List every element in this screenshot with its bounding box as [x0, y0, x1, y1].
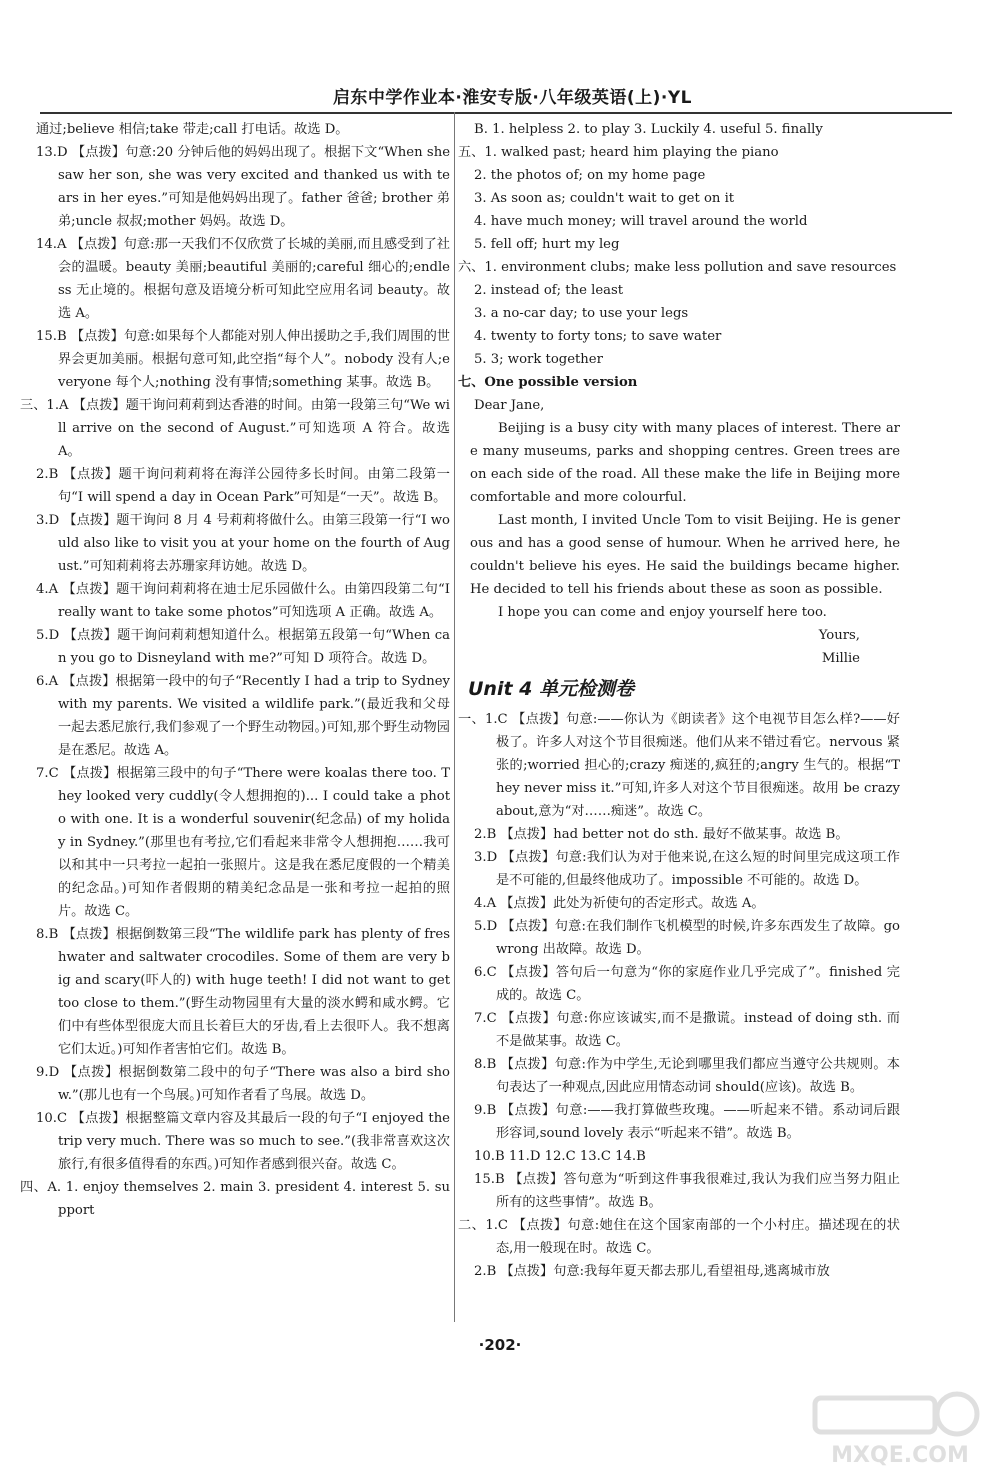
right-column-para: 6.C 【点拨】答句后一句意为“你的家庭作业几乎完成了”。finished 完成的。故选 C。 — [474, 965, 900, 1003]
left-column-para: 通过;believe 相信;take 带走;call 打电话。故选 D。 — [36, 122, 349, 137]
right-column-para: 2.B 【点拨】had better not do sth. 最好不做某事。故选 B。 — [474, 827, 849, 842]
right-column-para: 8.B 【点拨】句意:作为中学生,无论到哪里我们都应当遵守公共规则。本句表达了一种观点,因此应用情态动词 should(应该)。故选 B。 — [474, 1057, 900, 1095]
header-title: 启东中学作业本·淮安专版·八年级英语(上)·YL — [332, 88, 692, 108]
svg-text:MXQE.COM: MXQE.COM — [831, 1443, 969, 1468]
right-column-para: 五、1. walked past; heard him playing the piano — [458, 145, 779, 160]
right-column-para: 4. twenty to forty tons; to save water — [474, 329, 722, 344]
right-column-para: 二、1.C 【点拨】句意:她住在这个国家南部的一个小村庄。描述现在的状态,用一般现在时。故选 C。 — [458, 1218, 900, 1256]
right-column-para: Millie — [821, 651, 860, 666]
right-column-para: 2. instead of; the least — [474, 283, 624, 298]
left-column-para: 15.B 【点拨】句意:如果每个人都能对别人伸出援助之手,我们周围的世界会更加美丽。根据句意可知,此空指“每个人”。nobody 没有人;everyone 每个人;nothing 没有事情;something 某事。故选 B。 — [36, 329, 450, 390]
right-column-para: 2. the photos of; on my home page — [474, 168, 706, 183]
right-column-para: Last month, I invited Uncle Tom to visit Beijing. He is generous and has a good sense of humour. When he arrived here, he couldn't believe his eyes. He said the buildings became higher. He decided to tell his friends about these as soon as possible. — [470, 513, 900, 597]
right-column-para: 七、One possible version — [458, 375, 638, 390]
right-column-para: 10.B 11.D 12.C 13.C 14.B — [474, 1149, 646, 1164]
right-column-para: 4.A 【点拨】此处为祈使句的否定形式。故选 A。 — [474, 896, 765, 911]
left-column-para: 4.A 【点拨】题干询问莉莉将在迪士尼乐园做什么。由第四段第二句“I really want to take some photos”可知选项 A 正确。故选 A。 — [36, 582, 450, 620]
left-column-para: 10.C 【点拨】根据整篇文章内容及其最后一段的句子“I enjoyed the trip very much. There was so much to see.”(我非常喜欢这次旅行,有很多值得看的东西。)可知作者感到很兴奋。故选 C。 — [36, 1111, 450, 1172]
left-column-para: 8.B 【点拨】根据倒数第三段“The wildlife park has plenty of freshwater and saltwater crocodiles. Some of them are very big and scary(吓人的) with huge teeth! I did not want to get too close to them.”(野生动物园里有大量的淡水鳄和咸水鳄。它们中有些体型很庞大而且长着巨大的牙齿,看上去很吓人。我不想离它们太近。)可知作者害怕它们。故选 B。 — [36, 927, 450, 1057]
right-column-para: 3. a no-car day; to use your legs — [474, 306, 689, 321]
right-column-para: Unit 4 单元检测卷 — [468, 678, 634, 700]
column-divider — [454, 112, 455, 1322]
watermark-logo — [805, 1390, 995, 1470]
right-column-para: Dear Jane, — [474, 398, 545, 413]
left-column-para: 7.C 【点拨】根据第三段中的句子“There were koalas there too. They looked very cuddly(令人想拥抱的)... I could take a photo with one. It is a wonderful souvenir(纪念品) of my holiday in Sydney.”(那里也有考拉,它们看起来非常令人想拥抱……我可以和其中一只考拉一起拍一张照片。这是我在悉尼度假的一个精美的纪念品。)可知作者假期的精美纪念品是一张和考拉一起拍的照片。故选 C。 — [36, 766, 450, 919]
right-column-para: 一、1.C 【点拨】句意:——你认为《朗读者》这个电视节目怎么样?——好极了。许多人对这个节目很痴迷。他们从来不错过看它。nervous 紧张的;worried 担心的;crazy 痴迷的,疯狂的;angry 生气的。根据“They never miss it.”可知,许多人对这个节目很痴迷。故用 be crazy about,意为“对……痴迷”。故选 C。 — [458, 712, 900, 819]
right-column-para: 5.D 【点拨】句意:在我们制作飞机模型的时候,许多东西发生了故障。go wrong 出故障。故选 D。 — [474, 919, 900, 957]
right-column-para: 15.B 【点拨】答句意为“听到这件事我很难过,我认为我们应当努力阻止所有的这些事情”。故选 B。 — [474, 1172, 900, 1210]
right-column-para: Beijing is a busy city with many places of interest. There are many museums, parks and shopping centres. Green trees are on each side of the road. All these make the life in Beijing more comfortable and more colourful. — [470, 421, 900, 505]
right-column-para: 3. As soon as; couldn't wait to get on it — [474, 191, 735, 206]
page-number: ·202· — [478, 1336, 522, 1354]
left-column-para: 9.D 【点拨】根据倒数第二段中的句子“There was also a bird show.”(那儿也有一个鸟展。)可知作者看了鸟展。故选 D。 — [36, 1065, 450, 1103]
right-column-para: B. 1. helpless 2. to play 3. Luckily 4. useful 5. finally — [474, 122, 823, 137]
right-column-para: I hope you can come and enjoy yourself here too. — [498, 605, 827, 620]
left-column — [20, 118, 450, 1222]
left-column-para: 四、A. 1. enjoy themselves 2. main 3. president 4. interest 5. support — [20, 1180, 450, 1218]
right-column-para: 7.C 【点拨】句意:你应该诚实,而不是撒谎。instead of doing sth. 而不是做某事。故选 C。 — [474, 1011, 900, 1049]
right-column-para: 5. 3; work together — [474, 352, 603, 367]
right-column — [458, 118, 900, 1283]
left-column-para: 14.A 【点拨】句意:那一天我们不仅欣赏了长城的美丽,而且感受到了社会的温暖。beauty 美丽;beautiful 美丽的;careful 细心的;endless 无止境的。根据句意及语境分析可知此空应用名词 beauty。故选 A。 — [36, 237, 450, 321]
left-column-para: 13.D 【点拨】句意:20 分钟后他的妈妈出现了。根据下文“When she saw her son, she was very excited and thanked us with tears in her eyes.”可知是他妈妈出现了。father 爸爸; brother 弟弟;uncle 叔叔;mother 妈妈。故选 D。 — [36, 145, 450, 229]
right-column-para: 5. fell off; hurt my leg — [474, 237, 620, 252]
left-column-para: 3.D 【点拨】题干询问 8 月 4 号莉莉将做什么。由第三段第一行“I would also like to visit you at your home on the fourth of August.”可知莉莉将去苏珊家拜访她。故选 D。 — [36, 513, 450, 574]
left-column-para: 三、1.A 【点拨】题干询问莉莉到达香港的时间。由第一段第三句“We will arrive on the second of August.”可知选项 A 符合。故选 A。 — [20, 398, 450, 459]
left-column-para: 6.A 【点拨】根据第一段中的句子“Recently I had a trip to Sydney with my parents. We visited a wildlife park.”(最近我和父母一起去悉尼旅行,我们参观了一个野生动物园。)可知,那个野生动物园是在悉尼。故选 A。 — [36, 674, 450, 758]
left-column-para: 2.B 【点拨】题干询问莉莉将在海洋公园待多长时间。由第二段第一句“I will spend a day in Ocean Park”可知是“一天”。故选 B。 — [36, 467, 450, 505]
left-column-para: 5.D 【点拨】题干询问莉莉想知道什么。根据第五段第一句“When can you go to Disneyland with me?”可知 D 项符合。故选 D。 — [36, 628, 450, 666]
right-column-para: 六、1. environment clubs; make less pollution and save resources — [458, 260, 897, 275]
right-column-para: 3.D 【点拨】句意:我们认为对于他来说,在这么短的时间里完成这项工作是不可能的,但最终他成功了。impossible 不可能的。故选 D。 — [474, 850, 900, 888]
right-column-para: 4. have much money; will travel around the world — [474, 214, 808, 229]
right-column-para: Yours, — [818, 628, 860, 643]
right-column-para: 2.B 【点拨】句意:我每年夏天都去那儿,看望祖母,逃离城市放 — [474, 1264, 830, 1279]
right-column-para: 9.B 【点拨】句意:——我打算做些玫瑰。——听起来不错。系动词后跟形容词,sound lovely 表示“听起来不错”。故选 B。 — [474, 1103, 900, 1141]
page-header — [40, 84, 952, 114]
